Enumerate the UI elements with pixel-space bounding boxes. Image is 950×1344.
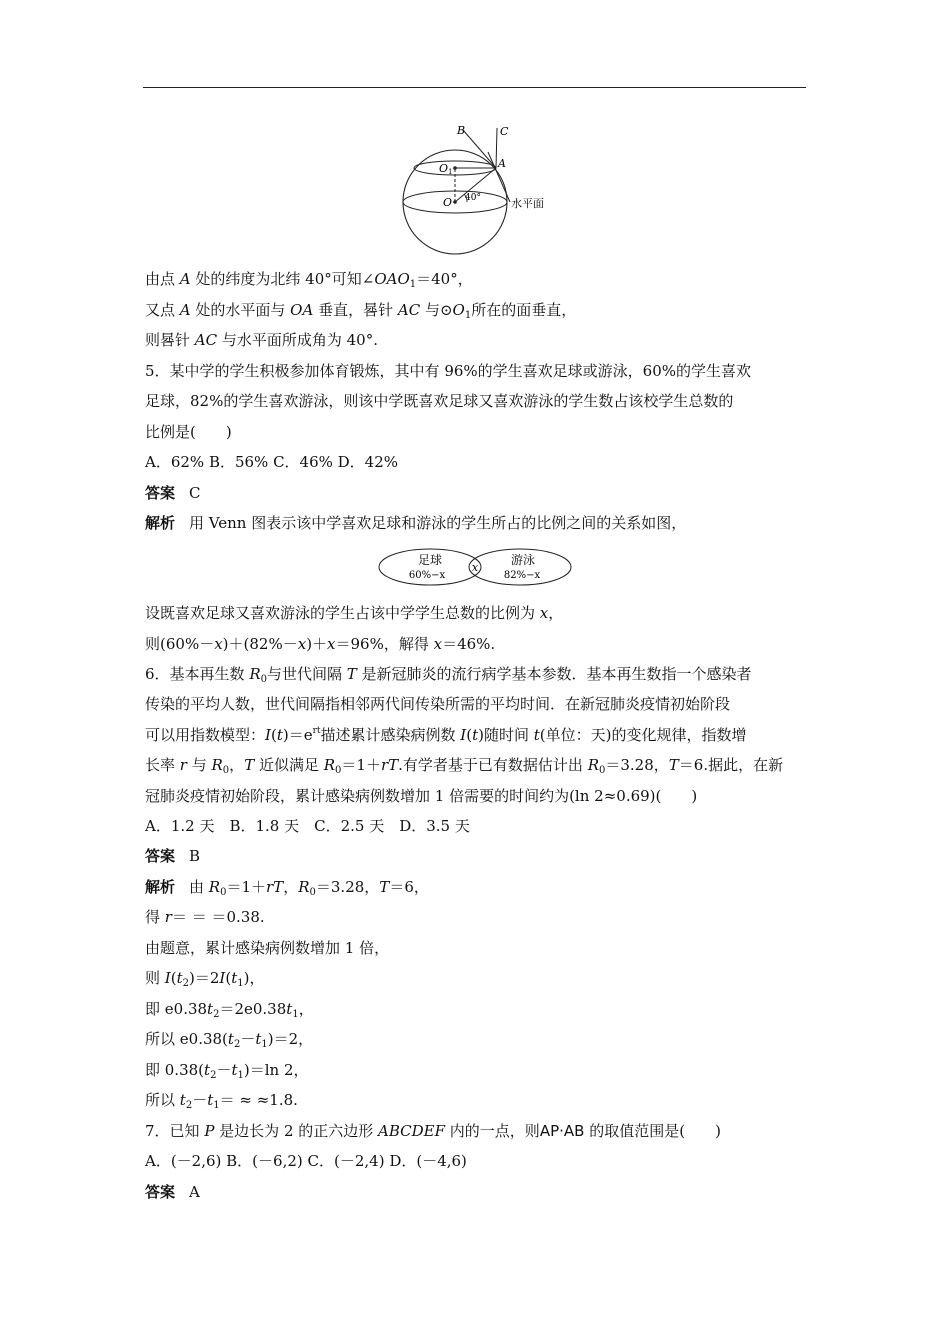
q6-sol-line3-seg-3: t bbox=[176, 969, 183, 987]
q6-line3-seg-6: 描述累计感染病例数 bbox=[320, 726, 461, 744]
venn-right-title: 游泳 bbox=[510, 553, 536, 567]
q6-sol-line3 bbox=[145, 968, 264, 988]
q6-line4-seg-3: R bbox=[211, 756, 223, 774]
q6-line5 bbox=[145, 786, 697, 806]
q6-line4-seg-10: ＝1＋ bbox=[341, 756, 381, 774]
line-AC bbox=[496, 128, 497, 168]
q6-sol-line7-seg-0: 所以 bbox=[145, 1091, 180, 1109]
label-O1 bbox=[439, 162, 453, 176]
solution4-line3 bbox=[145, 330, 378, 350]
q5-line3 bbox=[145, 422, 232, 442]
q6-line1-seg-1: R bbox=[249, 665, 261, 683]
q6-line5-seg-0: 冠肺炎疫情初始阶段，累计感染病例数增加 1 倍需要的时间约为(ln 2≈0.69)( ) bbox=[145, 787, 698, 805]
label-angle: 40° bbox=[465, 193, 481, 203]
q7-answer-seg-0: 答案 bbox=[145, 1183, 176, 1201]
q6-line2 bbox=[145, 694, 730, 714]
q6-analysis-seg-7: R bbox=[298, 878, 310, 896]
q6-analysis-seg-9: ＝3.28， bbox=[315, 878, 380, 896]
q6-sol-line3-seg-5: )＝2 bbox=[188, 969, 220, 987]
q6-analysis-seg-6: ， bbox=[283, 878, 299, 896]
q6-answer-seg-1: B bbox=[189, 847, 201, 865]
q7-line1-seg-2: 是边长为 2 的正六边形 bbox=[214, 1122, 379, 1140]
solution4-line1-seg-0: 由点 bbox=[145, 270, 180, 288]
q6-sol-line4 bbox=[145, 999, 314, 1019]
q5-analysis-seg-1: 用 Venn 图表示该中学喜欢足球和游泳的学生所占的比例之间的关系如图， bbox=[189, 514, 687, 532]
q6-line3-seg-9: t bbox=[472, 726, 479, 744]
q6-sol-line7-seg-1: t bbox=[179, 1091, 186, 1109]
q6-analysis-seg-5: rT bbox=[266, 878, 284, 896]
q7-options bbox=[145, 1151, 467, 1171]
q6-line3-seg-7: I bbox=[460, 726, 467, 744]
solution4-line3-seg-0: 则晷针 bbox=[145, 331, 195, 349]
q5-options bbox=[145, 452, 398, 472]
q6-sol-line6-seg-2: 2 bbox=[210, 1070, 217, 1081]
q5-sol-line2-seg-4: )＋ bbox=[306, 635, 328, 653]
q5-line1-seg-0: 5．某中学的学生积极参加体育锻炼，其中有 96%的学生喜欢足球或游泳，60%的学生喜欢 bbox=[145, 362, 751, 380]
q6-sol-line7-seg-2: 2 bbox=[185, 1100, 193, 1111]
solution4-line1-seg-1: A bbox=[179, 270, 191, 288]
q6-sol-line3-seg-10: )， bbox=[243, 969, 265, 987]
venn-right-value: 82%−x bbox=[503, 570, 541, 581]
q6-line1-seg-3: 与世代间隔 bbox=[266, 665, 347, 683]
q6-line3-seg-12: (单位：天)的变化规律，指数增 bbox=[539, 726, 747, 744]
q6-analysis-seg-0: 解析 bbox=[145, 878, 176, 896]
q5-sol-line2-seg-5: x bbox=[327, 635, 336, 653]
q6-sol-line4-seg-4: t bbox=[286, 1000, 293, 1018]
q5-line2-seg-0: 足球，82%的学生喜欢游泳，则该中学既喜欢足球又喜欢游泳的学生数占该校学生总数的 bbox=[145, 392, 734, 410]
venn-middle-value: x bbox=[471, 561, 479, 574]
q6-line4-seg-7: 近似满足 bbox=[254, 756, 324, 774]
solution4-line2-seg-5: AC bbox=[397, 301, 421, 319]
q7-options-seg-0: A．(－2,6) B．(－6,2) C．(－2,4) D．(－4,6) bbox=[145, 1152, 467, 1170]
q6-sol-line1 bbox=[145, 907, 265, 927]
solution4-line2-seg-2: 处的水平面与 bbox=[190, 301, 291, 319]
q5-sol-line2 bbox=[145, 634, 495, 654]
q6-sol-line4-seg-5: 1 bbox=[292, 1009, 299, 1020]
q6-sol-line5-seg-4: t bbox=[255, 1030, 262, 1048]
solution4-line2-seg-0: 又点 bbox=[145, 301, 180, 319]
q6-analysis bbox=[145, 877, 429, 897]
label-O1-sub: 1 bbox=[448, 168, 453, 176]
q6-analysis-seg-1: 由 bbox=[189, 878, 209, 896]
q7-answer bbox=[145, 1182, 200, 1202]
q6-line1 bbox=[145, 664, 752, 684]
q6-sol-line5-seg-2: 2 bbox=[233, 1039, 241, 1050]
solution4-line1-seg-4: 1 bbox=[409, 279, 417, 290]
q6-line2-seg-0: 传染的平均人数，世代间隔指相邻两代间传染所需的平均时间．在新冠肺炎疫情初始阶段 bbox=[145, 695, 731, 713]
q6-sol-line5-seg-0: 所以 e0.38( bbox=[145, 1030, 228, 1048]
q6-line3-seg-1: I bbox=[265, 726, 271, 744]
solution4-line1-seg-3: OAO bbox=[374, 270, 410, 288]
q6-line4-seg-9: 0 bbox=[335, 765, 342, 776]
q5-analysis bbox=[145, 513, 686, 533]
point-O bbox=[453, 200, 457, 204]
q5-analysis-seg-0: 解析 bbox=[145, 514, 176, 532]
q5-sol-line1 bbox=[145, 603, 563, 623]
q6-line4-seg-8: R bbox=[323, 756, 336, 774]
q6-sol-line3-seg-9: 1 bbox=[237, 978, 244, 989]
solution4-line2-seg-4: 垂直，晷针 bbox=[313, 301, 398, 319]
q6-line4-seg-1: r bbox=[179, 756, 187, 774]
q6-answer bbox=[145, 846, 200, 866]
q6-analysis-seg-4: ＝1＋ bbox=[226, 878, 267, 896]
q6-line3-seg-0: 可以用指数模型： bbox=[145, 726, 266, 744]
q6-sol-line1-seg-0: 得 bbox=[145, 908, 165, 926]
q6-sol-line3-seg-2: ( bbox=[170, 969, 177, 987]
q5-sol-line2-seg-6: ＝96%，解得 bbox=[335, 635, 434, 653]
q6-sol-line2-seg-0: 由题意，累计感染病例数增加 1 倍， bbox=[145, 939, 390, 957]
q7-line1-seg-5: AP·AB bbox=[539, 1122, 585, 1140]
solution4-line2-seg-7: O bbox=[452, 301, 465, 319]
q5-sol-line1-seg-1: x bbox=[539, 604, 549, 622]
label-B: B bbox=[457, 124, 466, 137]
q6-sol-line6-seg-5: 1 bbox=[237, 1070, 244, 1081]
q6-line1-seg-2: 0 bbox=[260, 674, 267, 685]
header-rule bbox=[143, 87, 806, 88]
q6-analysis-seg-3: 0 bbox=[220, 887, 227, 898]
q6-line4-seg-11: rT bbox=[380, 756, 399, 774]
q6-sol-line3-seg-8: t bbox=[231, 969, 238, 987]
q5-answer-seg-0: 答案 bbox=[145, 484, 176, 502]
q6-sol-line4-seg-3: ＝2e0.38 bbox=[219, 1000, 287, 1018]
point-O1 bbox=[453, 166, 457, 170]
q5-sol-line2-seg-8: ＝46%. bbox=[442, 635, 496, 653]
q6-sol-line4-seg-0: 即 e0.38 bbox=[145, 1000, 208, 1018]
q7-answer-seg-1: A bbox=[189, 1183, 200, 1201]
q5-line3-seg-0: 比例是( ) bbox=[145, 423, 232, 441]
q6-sol-line5-seg-6: )＝2， bbox=[267, 1030, 314, 1048]
q6-line3 bbox=[145, 725, 746, 745]
q6-sol-line4-seg-1: t bbox=[207, 1000, 214, 1018]
q5-sol-line2-seg-3: x bbox=[297, 635, 307, 653]
q6-sol-line5-seg-5: 1 bbox=[261, 1039, 268, 1050]
solution4-line2-seg-1: A bbox=[179, 301, 191, 319]
label-C: C bbox=[500, 125, 509, 138]
q6-line3-seg-10: )随时间 bbox=[478, 726, 534, 744]
q6-sol-line7-seg-6: ＝ ≈ ≈1.8. bbox=[219, 1091, 298, 1109]
q6-sol-line2 bbox=[145, 938, 389, 958]
q6-sol-line3-seg-1: I bbox=[164, 969, 171, 987]
q6-line4-seg-2: 与 bbox=[186, 756, 212, 774]
q6-sol-line6-seg-6: )＝ln 2， bbox=[243, 1061, 309, 1079]
q6-sol-line7-seg-5: 1 bbox=[213, 1100, 220, 1111]
solution4-line2-seg-3: OA bbox=[290, 301, 314, 319]
q6-line4-seg-16: T bbox=[668, 756, 679, 774]
q5-answer-seg-1: C bbox=[189, 484, 201, 502]
solution4-line3-seg-2: 与水平面所成角为 40°. bbox=[217, 331, 378, 349]
q5-sol-line2-seg-7: x bbox=[433, 635, 443, 653]
q6-line3-seg-4: )＝e bbox=[282, 726, 313, 744]
q6-line3-seg-2: ( bbox=[270, 726, 277, 744]
q6-sol-line6-seg-1: t bbox=[204, 1061, 211, 1079]
q6-line1-seg-4: T bbox=[346, 665, 357, 683]
q5-sol-line2-seg-2: )＋(82%－ bbox=[222, 635, 298, 653]
solution4-line1-seg-2: 处的纬度为北纬 40°可知∠ bbox=[190, 270, 375, 288]
q7-line1-seg-3: ABCDEF bbox=[378, 1122, 446, 1140]
solution4-line2 bbox=[145, 300, 576, 320]
q6-line4-seg-6: T bbox=[244, 756, 255, 774]
q6-line3-seg-11: t bbox=[533, 726, 540, 744]
label-O1-letter: O bbox=[439, 162, 449, 175]
q6-options bbox=[145, 816, 470, 836]
q6-sol-line1-seg-2: ＝ ＝ ＝0.38. bbox=[171, 908, 265, 926]
q6-line4-seg-0: 长率 bbox=[145, 756, 180, 774]
q6-sol-line7 bbox=[145, 1090, 298, 1110]
label-A: A bbox=[498, 157, 506, 170]
solution4-line1 bbox=[145, 269, 473, 289]
q7-line1 bbox=[145, 1121, 721, 1141]
q5-line2 bbox=[145, 391, 733, 411]
q6-sol-line5 bbox=[145, 1029, 313, 1049]
q6-line4-seg-17: ＝6.据此，在新 bbox=[678, 756, 784, 774]
label-O: O bbox=[443, 196, 453, 209]
q6-options-seg-0: A．1.2 天 B．1.8 天 C．2.5 天 D．3.5 天 bbox=[145, 817, 470, 835]
q6-analysis-seg-2: R bbox=[208, 878, 221, 896]
q6-line3-seg-3: t bbox=[276, 726, 283, 744]
q5-answer bbox=[145, 483, 201, 503]
q6-sol-line4-seg-2: 2 bbox=[213, 1009, 220, 1020]
q6-sol-line7-seg-3: － bbox=[192, 1091, 208, 1109]
q6-sol-line6 bbox=[145, 1060, 308, 1080]
venn-figure bbox=[377, 546, 573, 588]
q6-sol-line3-seg-7: ( bbox=[225, 969, 232, 987]
q6-sol-line5-seg-1: t bbox=[227, 1030, 234, 1048]
q6-sol-line3-seg-0: 则 bbox=[145, 969, 165, 987]
q6-line1-seg-0: 6．基本再生数 bbox=[145, 665, 250, 683]
q6-analysis-seg-11: ＝6， bbox=[389, 878, 429, 896]
q6-line4-seg-12: .有学者基于已有数据估计出 bbox=[398, 756, 588, 774]
q5-sol-line2-seg-0: 则(60%－ bbox=[145, 635, 215, 653]
solution4-line3-seg-1: AC bbox=[194, 331, 218, 349]
solution4-line2-seg-9: 所在的面垂直， bbox=[471, 301, 577, 319]
q6-line1-seg-5: 是新冠肺炎的流行病学基本参数．基本再生数指一个感染者 bbox=[356, 665, 752, 683]
q5-options-seg-0: A．62% B．56% C．46% D．42% bbox=[145, 453, 399, 471]
q6-analysis-seg-10: T bbox=[379, 878, 390, 896]
q6-sol-line5-seg-3: － bbox=[240, 1030, 256, 1048]
q6-sol-line6-seg-0: 即 0.38( bbox=[145, 1061, 205, 1079]
q6-answer-seg-0: 答案 bbox=[145, 847, 176, 865]
label-plane: 水平面 bbox=[511, 197, 544, 210]
q6-sol-line7-seg-4: t bbox=[207, 1091, 214, 1109]
q6-line4-seg-14: 0 bbox=[599, 765, 606, 776]
q6-line3-seg-5: rt bbox=[312, 726, 321, 736]
q6-line4-seg-13: R bbox=[587, 756, 599, 774]
q6-line4-seg-5: ， bbox=[229, 756, 245, 774]
q5-sol-line1-seg-0: 设既喜欢足球又喜欢游泳的学生占该中学学生总数的比例为 bbox=[145, 604, 540, 622]
q6-line4-seg-4: 0 bbox=[222, 765, 230, 776]
venn-left-value: 60%−x bbox=[408, 570, 446, 581]
q5-line1 bbox=[145, 361, 751, 381]
q6-sol-line4-seg-6: ， bbox=[298, 1000, 314, 1018]
venn-left-title: 足球 bbox=[417, 553, 443, 567]
q6-line4-seg-15: ＝3.28， bbox=[605, 756, 669, 774]
solution4-line2-seg-6: 与⊙ bbox=[420, 301, 453, 319]
q7-line1-seg-4: 内的一点，则 bbox=[445, 1122, 540, 1140]
q6-analysis-seg-8: 0 bbox=[309, 887, 316, 898]
q7-line1-seg-1: P bbox=[204, 1122, 215, 1140]
q6-line3-seg-8: ( bbox=[466, 726, 473, 744]
q6-sol-line6-seg-3: － bbox=[216, 1061, 232, 1079]
q7-line1-seg-0: 7．已知 bbox=[145, 1122, 205, 1140]
q5-sol-line2-seg-1: x bbox=[214, 635, 223, 653]
q6-sol-line3-seg-6: I bbox=[219, 969, 226, 987]
q6-sol-line6-seg-4: t bbox=[231, 1061, 238, 1079]
solution4-line1-seg-5: ＝40°， bbox=[416, 270, 473, 288]
q7-line1-seg-6: 的取值范围是( ) bbox=[584, 1122, 721, 1140]
q5-sol-line1-seg-2: ， bbox=[548, 604, 564, 622]
sphere-figure bbox=[390, 118, 565, 260]
q6-sol-line3-seg-4: 2 bbox=[182, 978, 189, 989]
q6-sol-line1-seg-1: r bbox=[164, 908, 172, 926]
q6-line4 bbox=[145, 755, 783, 775]
solution4-line2-seg-8: 1 bbox=[464, 310, 472, 321]
